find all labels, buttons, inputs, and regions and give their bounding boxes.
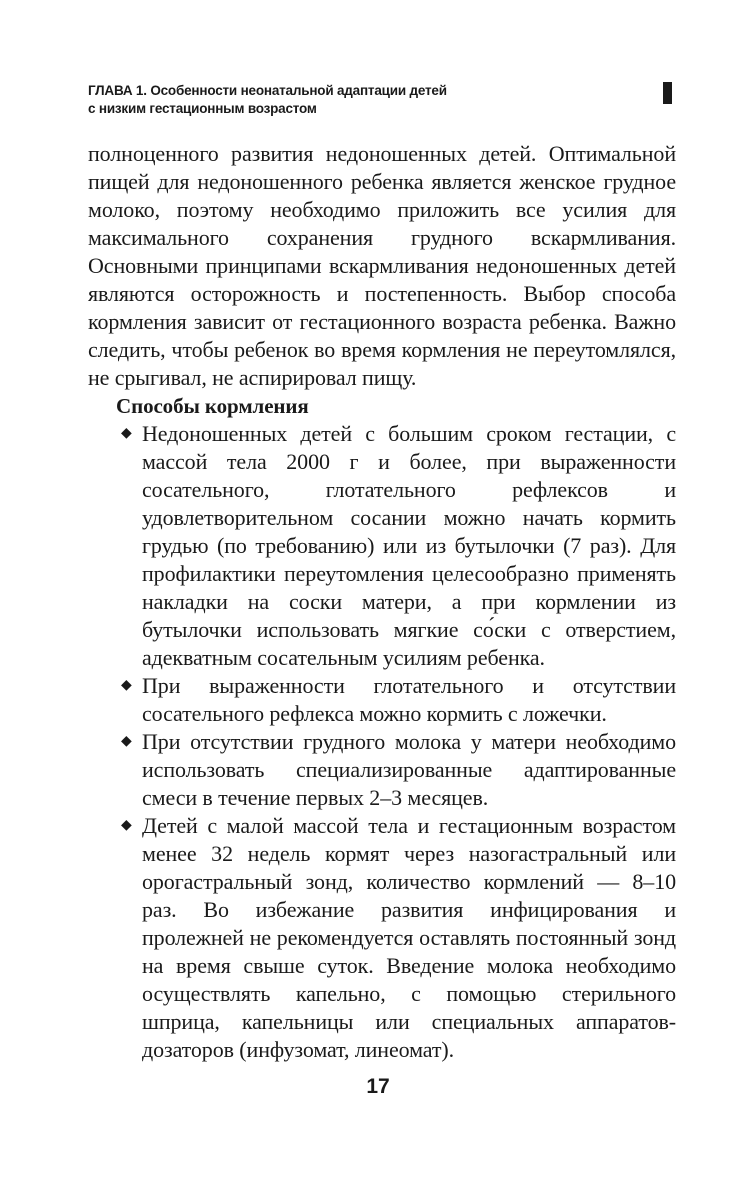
section-heading: Способы кормления — [116, 394, 309, 418]
list-item-text: Недоношенных детей с большим сроком гестации, с массой тела 2000 г и более, при выраженности сосательного, глотательного рефлексов и удовлетворительном сосании можно начать кормить грудью (по требованию) или из бутылочки (7 раз). Для профилактики переутомления целесообразно применять накладки на соски матери, а при кормлении из бутылочки использовать мягкие со́ски с отверстием, адекватным сосательным усилиям ребенка. — [142, 421, 676, 670]
list-item-text: При отсутствии грудного молока у матери необходимо использовать специализированные адаптированные смеси в течение первых 2–3 месяцев. — [142, 729, 676, 810]
diamond-bullet-icon: ◆ — [121, 678, 132, 693]
running-head-line-1: ГЛАВА 1. Особенности неонатальной адаптации детей — [88, 83, 447, 98]
diamond-bullet-icon: ◆ — [121, 734, 132, 749]
list-item — [88, 728, 676, 812]
page-body — [88, 140, 676, 1064]
list-item — [88, 812, 676, 1064]
list-item-text: Детей с малой массой тела и гестационным возрастом менее 32 недель кормят через назогастральный или орогастральный зонд, количество кормлений — 8–10 раз. Во избежание развития инфицирования и пролежней не рекомендуется оставлять постоянный зонд на время свыше суток. Введение молока необходимо осуществлять капельно, с помощью стерильного шприца, капельницы или специальных аппаратов-дозаторов (инфузомат, линеомат). — [142, 813, 676, 1062]
list-item — [88, 420, 676, 672]
diamond-bullet-icon: ◆ — [121, 426, 132, 441]
list-item — [88, 672, 676, 728]
running-head-line-2: с низким гестационным возрастом — [88, 101, 317, 116]
feeding-methods-list — [88, 420, 676, 1064]
list-item-text: При выраженности глотательного и отсутствии сосательного рефлекса можно кормить с ложечки. — [142, 673, 676, 726]
diamond-bullet-icon: ◆ — [121, 818, 132, 833]
page-number: 17 — [366, 1075, 390, 1098]
intro-paragraph: полноценного развития недоношенных детей. Оптимальной пищей для недоношенного ребенка является женское грудное молоко, поэтому необходимо приложить все усилия для максимального сохранения грудного вскармливания. Основными принципами вскармливания недоношенных детей являются осторожность и постепенность. Выбор способа кормления зависит от гестационного возраста ребенка. Важно следить, чтобы ребенок во время кормления не переутомлялся, не срыгивал, не аспирировал пищу. — [88, 141, 676, 390]
running-head — [88, 82, 672, 118]
header-rule — [663, 82, 672, 104]
